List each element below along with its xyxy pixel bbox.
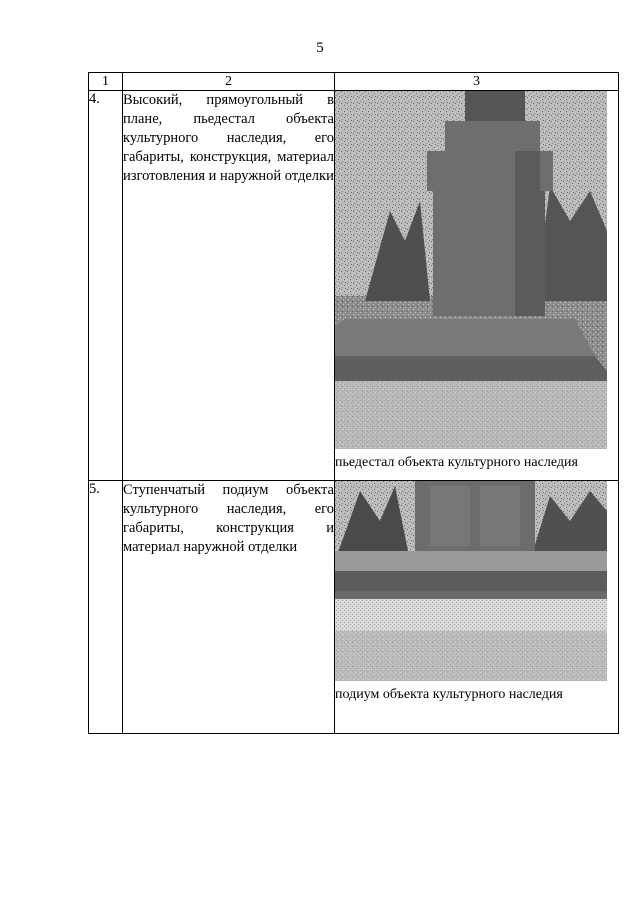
column-header-3: 3: [335, 73, 619, 91]
row-number: 4.: [89, 91, 123, 481]
row-description: Ступенчатый подиум объекта культурного наследия, его габариты, конструкция и материал наружной отделки: [123, 481, 335, 734]
row-description: Высокий, прямоугольный в плане, пьедестал объекта культурного наследия, его габариты, конструкция, материал изготовления и наружной отделки: [123, 91, 335, 481]
column-header-1: 1: [89, 73, 123, 91]
photo-caption: пьедестал объекта культурного наследия: [335, 455, 578, 470]
photo-caption: подиум объекта культурного наследия: [335, 687, 563, 702]
photo-cell: [335, 91, 619, 481]
table-row-4: [89, 91, 619, 481]
column-header-2: 2: [123, 73, 335, 91]
pedestal-photo: [335, 91, 607, 449]
podium-photo: [335, 481, 607, 681]
row-number: 5.: [89, 481, 123, 734]
table-row-5: [89, 481, 619, 734]
heritage-elements-table: [88, 72, 619, 734]
page-number: 5: [316, 40, 324, 56]
table-header-row: [89, 73, 619, 91]
photo-cell: [335, 481, 619, 734]
